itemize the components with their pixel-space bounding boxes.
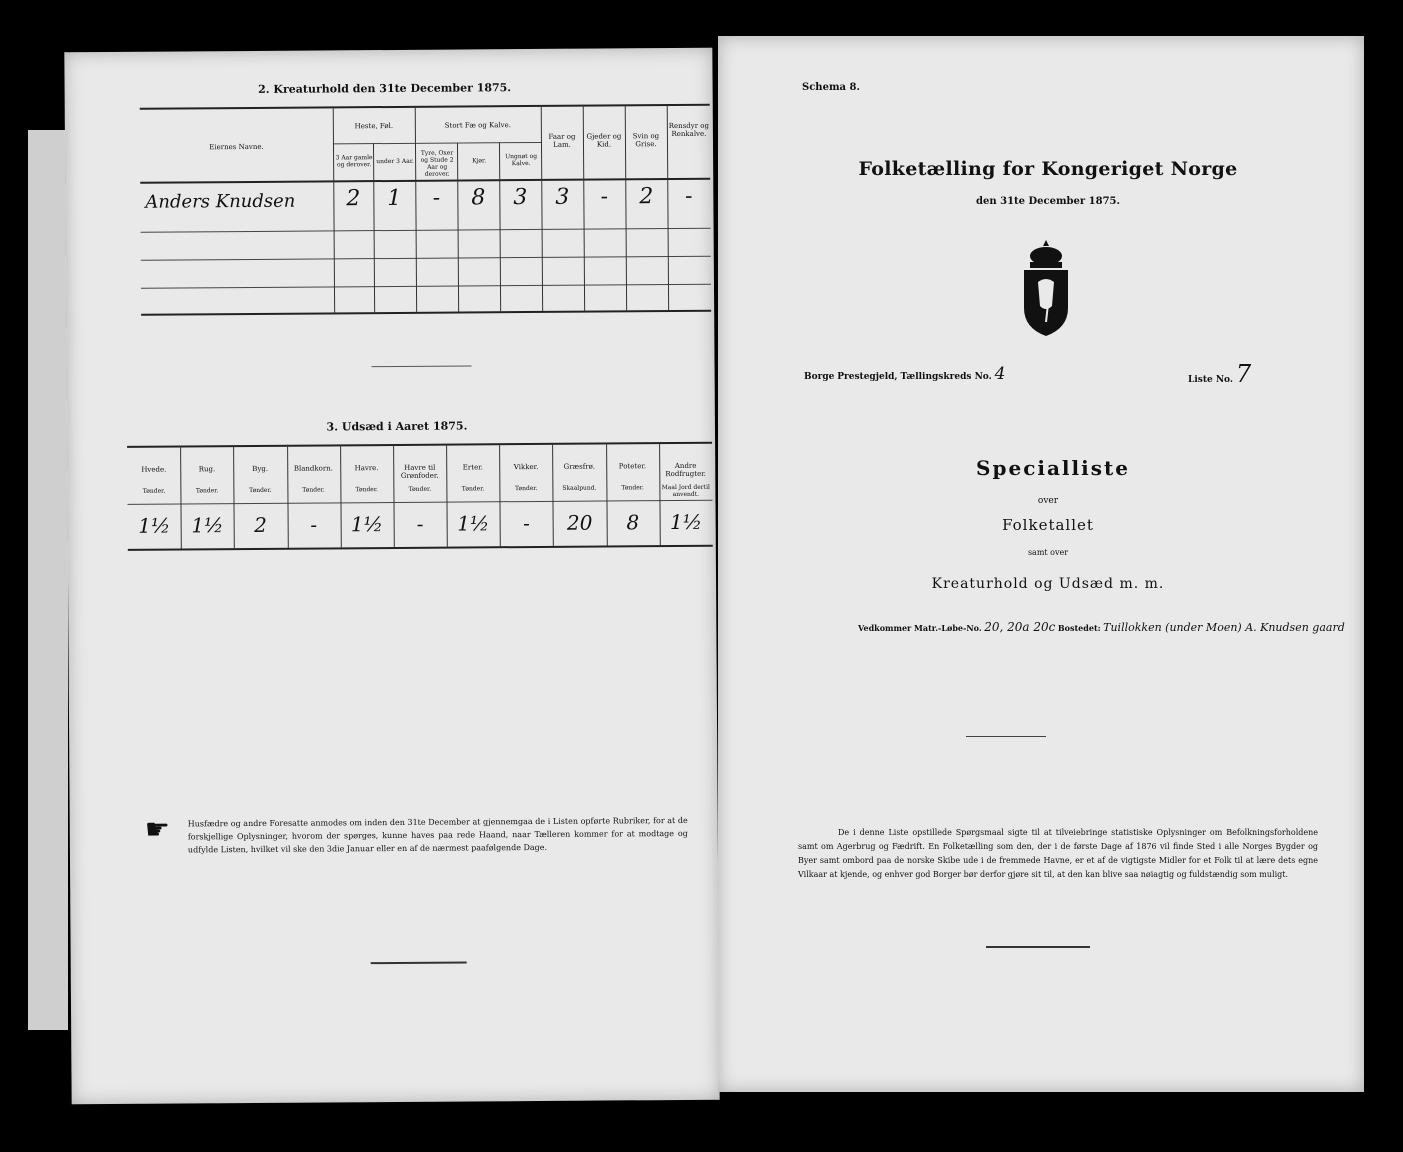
district-number: 4 xyxy=(994,364,1006,384)
table3-value: 20 xyxy=(566,510,593,535)
list-number-line xyxy=(1188,360,1251,388)
document-date: den 31te December 1875. xyxy=(976,196,1120,207)
table2-subheader-rule xyxy=(333,142,541,144)
table3-header-unit: Tønder. xyxy=(142,487,166,495)
table2-header-heste: Heste, Føl. xyxy=(354,121,394,131)
table2-col-divider xyxy=(373,143,375,312)
table3-value: 8 xyxy=(626,510,640,535)
parish-prefix: Borge xyxy=(804,372,835,382)
table2-header-svin: Svin og Grise. xyxy=(632,132,660,149)
table2-header-stort-sub3: Ungnøt og Kalve. xyxy=(505,152,538,168)
table2-value: 8 xyxy=(471,185,486,211)
table3-value: 1½ xyxy=(669,509,703,535)
table2-bottom-rule xyxy=(141,310,711,316)
table3-top-rule xyxy=(127,442,712,448)
table3-header-unit: Tønder. xyxy=(514,484,538,493)
table2-header-stort: Stort Fæ og Kalve. xyxy=(444,121,512,130)
table3-header-name: Hvede. xyxy=(141,465,167,474)
table2-header-stort-sub1: Tyre, Oxer og Stude 2 Aar og derover. xyxy=(420,149,454,178)
table3-header-rule xyxy=(127,500,712,505)
over-text: over xyxy=(1037,496,1059,506)
table3-header-unit: Tønder. xyxy=(461,485,485,493)
table2-value: 3 xyxy=(513,185,528,211)
table3-value: 1½ xyxy=(191,513,224,538)
table3-value: 1½ xyxy=(457,511,490,536)
separator-line xyxy=(371,961,467,964)
table3-header-unit: Tønder. xyxy=(195,487,219,495)
table2-header-heste-sub2: under 3 Aar. xyxy=(376,157,414,166)
kreaturhold-heading: Kreaturhold og Udsæd m. m. xyxy=(931,576,1165,592)
table3-header-name: Havre. xyxy=(354,464,379,473)
table2-header-gjeder: Gjeder og Kid. xyxy=(586,132,622,149)
table2-value: 2 xyxy=(346,186,361,212)
table2-header-faar: Faar og Lam. xyxy=(548,132,576,149)
notice-text: Husfædre og andre Foresatte anmodes om inden den 31te December at gjennemgaa de i Listen opførte Rubriker, for at de forskjellige Oplysninger, hvorom der spørges, kunne haves paa rede Haand, naar Tælleren kommer for at modtage og udfylde Listen, hvilket vil ske den 3die Januar eller en af de nærmest paafølgende Dage. xyxy=(187,815,688,855)
table3-header-name: Andre Rodfrugter. xyxy=(665,461,707,479)
table3-header-unit: Tønder. xyxy=(621,484,644,492)
table2-header-heste-sub1: 3 Aar gamle og derover. xyxy=(335,154,373,169)
parish-label: Prestegjeld, xyxy=(837,372,898,382)
matr-value: 20, 20a 20c xyxy=(984,620,1056,634)
matr-line xyxy=(858,620,1358,634)
bosted-label: Bostedet: xyxy=(1057,623,1101,633)
table3-header-name: Poteter. xyxy=(618,462,647,471)
separator-line xyxy=(372,365,472,367)
district-label: Tællingskreds No. xyxy=(900,372,992,382)
right-page xyxy=(718,36,1364,1092)
table3-bottom-rule xyxy=(128,545,713,551)
table3-header-name: Græsfrø. xyxy=(563,462,595,471)
table3-value: 1½ xyxy=(138,513,171,538)
footer-text: De i denne Liste opstillede Spørgsmaal sigte til at tilveiebringe statistiske Oplysninger om Befolkningsforholdene samt om Agerbrug og Fædrift. En Folketælling som den, der i de første Dage af 1876 vil finde Sted i alle Norges Bygder og Byer samt ombord paa de norske Skibe ude i de fremmede Havne, er et af de vigtigste Midler for et Folk til at lære dets egne Vilkaar at kjende, og enhver god Borger bør derfor gjøre sit til, at den kan blive saa nøiagtig og fuldstændig som muligt. xyxy=(798,828,1318,879)
table3-value: - xyxy=(416,511,424,536)
list-label: Liste No. xyxy=(1188,375,1234,385)
table2-header-rensdyr: Rensdyr og Renkalve. xyxy=(668,121,710,139)
table2-value: - xyxy=(432,185,441,211)
table2-owner-name: Anders Knudsen xyxy=(145,190,296,213)
table3-value: 2 xyxy=(254,512,268,537)
folketallet-heading: Folketallet xyxy=(1002,516,1094,534)
table3-header-unit: Tønder. xyxy=(408,485,432,493)
page-edge-strip xyxy=(28,130,68,1030)
table3-value: - xyxy=(523,511,530,536)
table3-header-unit: Maal Jord dertil anvendt. xyxy=(661,483,710,499)
samt-over-text: samt over xyxy=(1027,548,1069,557)
separator-line xyxy=(966,736,1046,737)
specialliste-heading: Specialliste xyxy=(976,456,1130,480)
separator-line xyxy=(986,946,1090,948)
table2-col-divider xyxy=(499,142,501,311)
table2-value: - xyxy=(600,184,609,210)
table2-col-divider xyxy=(457,143,459,312)
table3-header-name: Blandkorn. xyxy=(293,464,333,473)
table3-header-name: Erter. xyxy=(462,463,484,472)
table3-header-name: Byg. xyxy=(252,464,269,473)
section3-title: 3. Udsæd i Aaret 1875. xyxy=(326,419,468,434)
table2-value: - xyxy=(685,183,693,209)
pointing-hand-icon: ☛ xyxy=(144,812,170,846)
table3-value: 1½ xyxy=(350,512,384,537)
table3-header-unit: Tønder. xyxy=(355,486,378,494)
table3-header-unit: Skaalpund. xyxy=(562,484,597,492)
left-page xyxy=(64,48,719,1104)
document-title: Folketælling for Kongeriget Norge xyxy=(858,158,1238,180)
table3-header-name: Rug. xyxy=(198,465,216,474)
table3-value: - xyxy=(310,512,318,537)
table3-header-name: Havre til Grønfoder. xyxy=(400,463,439,480)
table3-header-unit: Tønder. xyxy=(249,486,272,494)
table3-header-name: Vikker. xyxy=(513,462,539,472)
schema-label: Schema 8. xyxy=(802,82,860,93)
coat-of-arms-icon xyxy=(1016,236,1076,340)
table3-header-unit: Tønder. xyxy=(302,486,325,494)
table2-header-owner: Eiernes Navne. xyxy=(209,142,264,152)
table2-value: 2 xyxy=(639,184,654,210)
matr-label: Vedkommer Matr.-Løbe-No. xyxy=(858,623,982,633)
list-number: 7 xyxy=(1235,360,1252,388)
section2-title: 2. Kreaturhold den 31te December 1875. xyxy=(258,81,512,96)
table2-value: 3 xyxy=(555,184,570,210)
table2-value: 1 xyxy=(387,185,402,212)
table2-header-stort-sub2: Kjør. xyxy=(472,157,487,165)
bosted-value: Tuillokken (under Moen) A. Knudsen gaard xyxy=(1103,621,1345,634)
